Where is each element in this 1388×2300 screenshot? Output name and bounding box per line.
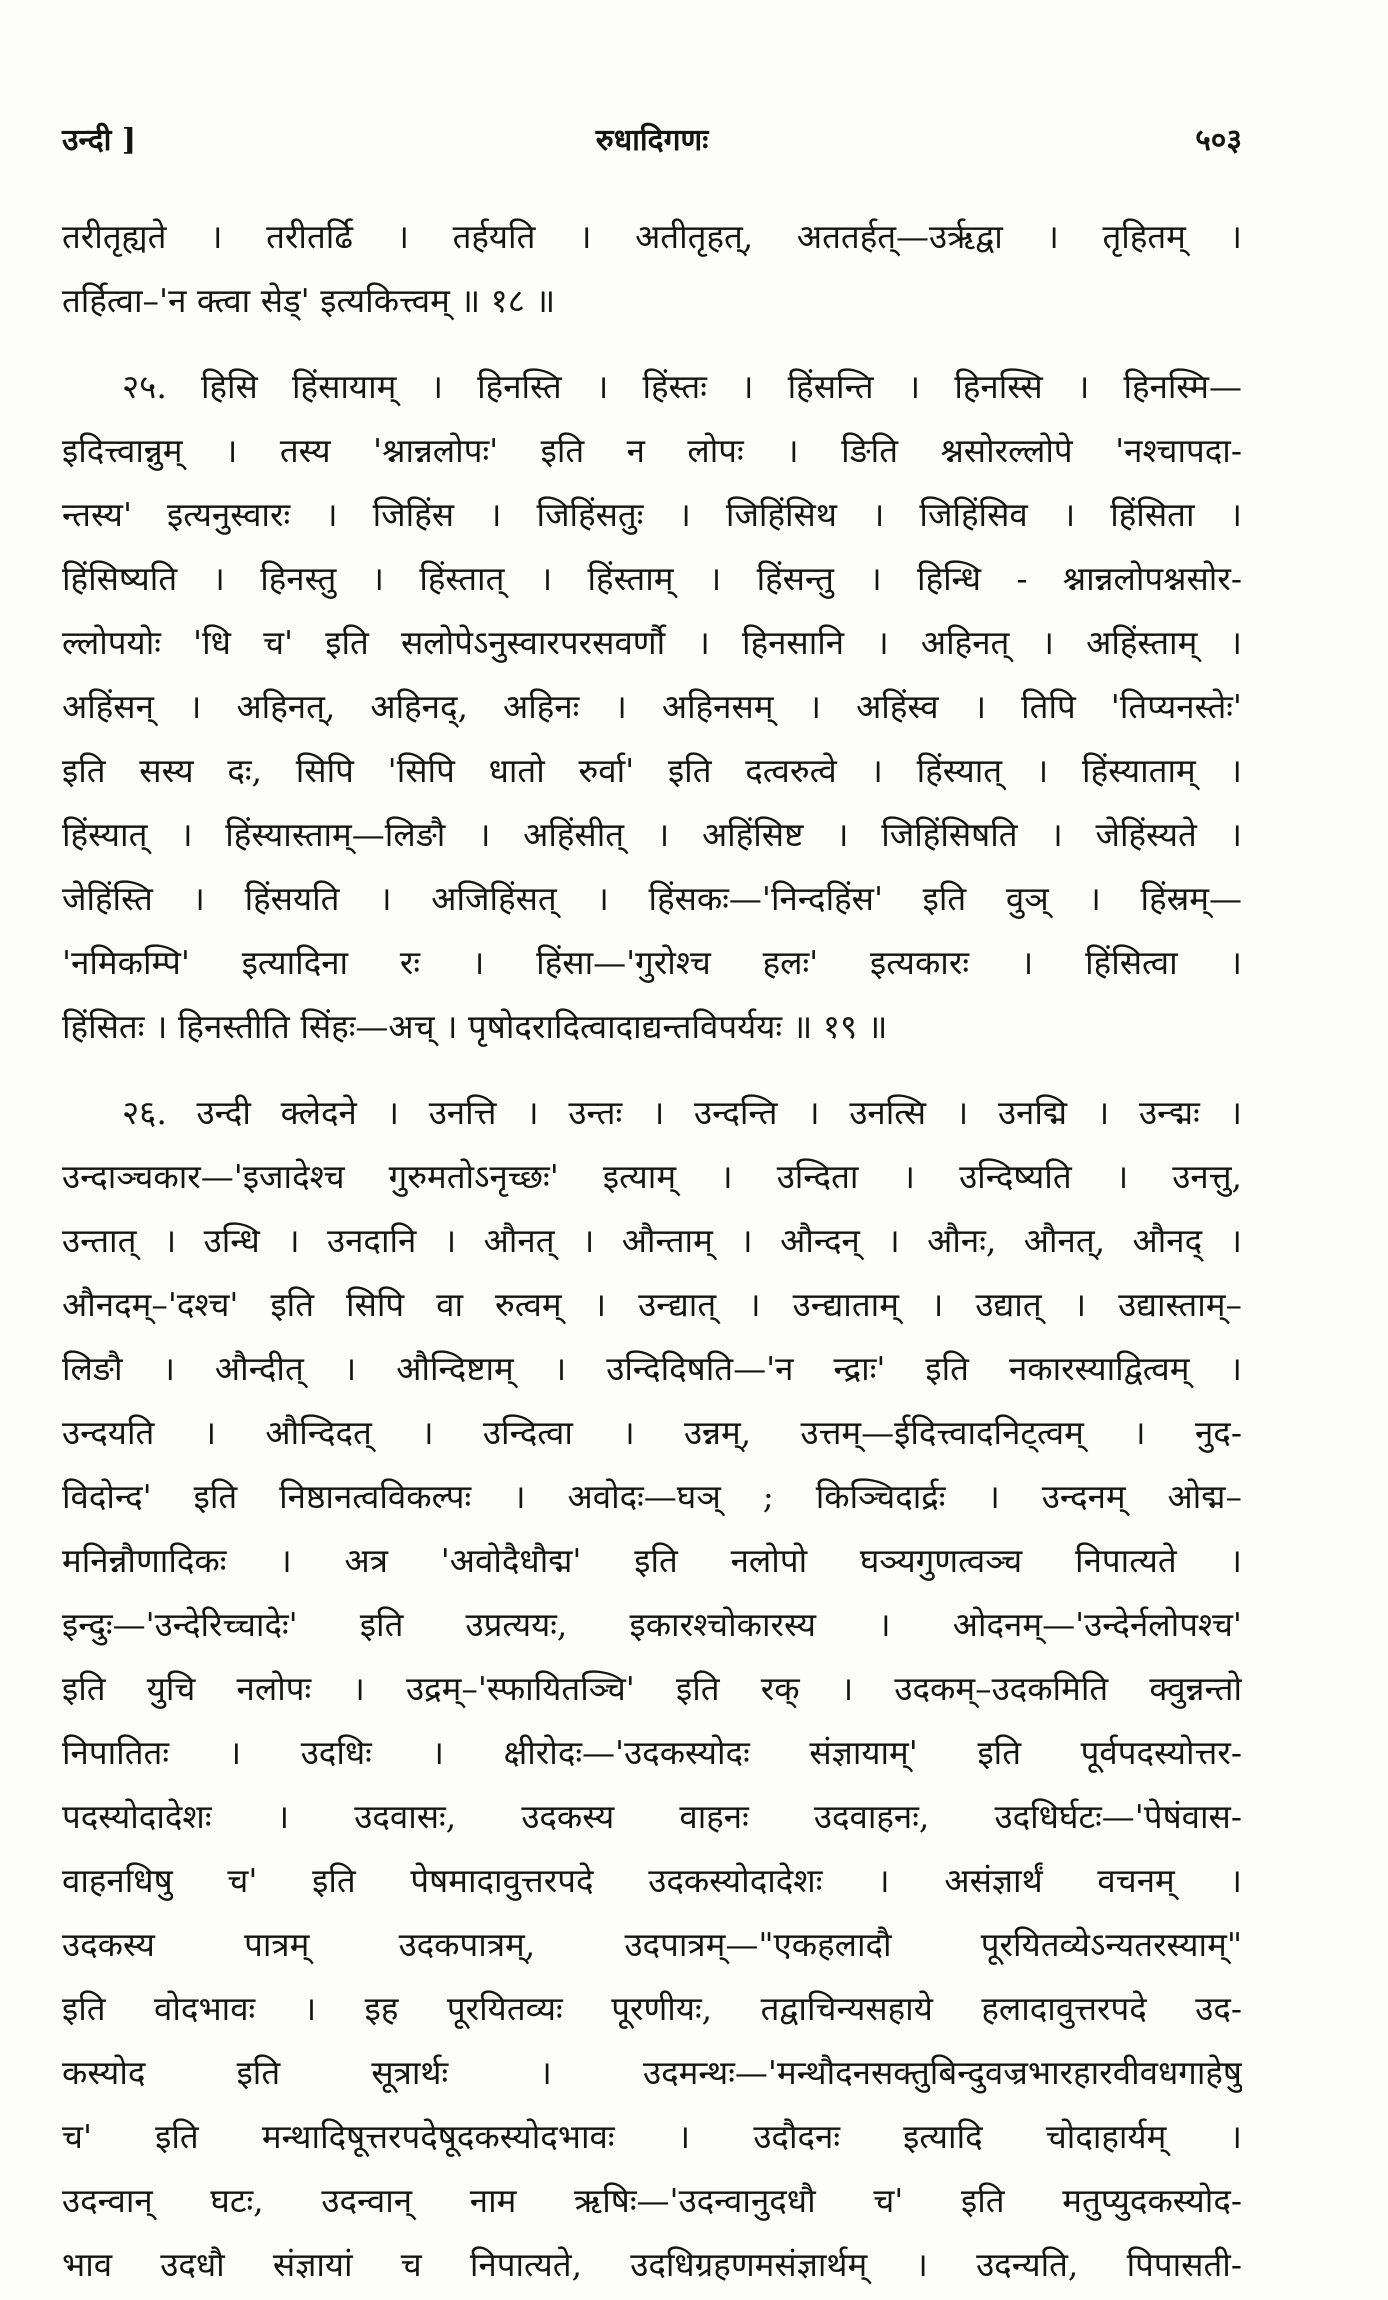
text-line: इति युचि नलोपः । उद्रम्–'स्फायितञ्चि' इति रक् । उदकम्–उदकमिति क्वुन्नन्तो [62, 1669, 1242, 1708]
text-line: न्तस्य' इत्यनुस्वारः । जिहिंस । जिहिंसतुः । जिहिंसिथ । जिहिंसिव । हिंसिता । [62, 495, 1242, 534]
text-line: 'नमिकम्पि' इत्यादिना रः । हिंसा—'गुरोश्च हलः' इत्यकारः । हिंसित्वा । [62, 943, 1242, 982]
text-line: विदोन्द' इति निष्ठानत्वविकल्पः । अवोदः—घञ् ; किञ्चिदार्द्रः । उन्दनम् ओद्म– [62, 1477, 1242, 1516]
text-line: तरीतृह्यते । तरीतर्ढि । तर्हयति । अतीतृहत्, अततर्हत्—उर्ऋद्वा । तृहितम् । [62, 217, 1242, 256]
text-line: भाव उदधौ संज्ञायां च निपात्यते, उदधिग्रहणमसंज्ञार्थम् । उदन्यति, पिपासती- [62, 2245, 1242, 2284]
text-line: उन्दयति । औन्दिदत् । उन्दित्वा । उन्नम्, उत्तम्—ईदित्त्वादनिट्त्वम् । नुद- [62, 1413, 1242, 1452]
text-line: निपातितः । उदधिः । क्षीरोदः—'उदकस्योदः संज्ञायाम्' इति पूर्वपदस्योत्तर- [62, 1733, 1242, 1772]
text-line: उन्दाञ्चकार—'इजादेश्च गुरुमतोऽनृच्छः' इत्याम् । उन्दिता । उन्दिष्यति । उनत्तु, [62, 1157, 1242, 1196]
text-line: हिंस्यात् । हिंस्यास्ताम्—लिङौ । अहिंसीत् । अहिंसिष्ट । जिहिंसिषति । जेहिंस्यते । [62, 815, 1242, 854]
text-line: इति वोदभावः । इह पूरयितव्यः पूरणीयः, तद्वाचिन्यसहाये हलादावुत्तरपदे उद- [62, 1989, 1242, 2028]
text-line: च' इति मन्थादिषूत्तरपदेषूदकस्योदभावः । उदौदनः इत्यादि चोदाहार्यम् । [62, 2117, 1242, 2156]
text-line: २६. उन्दी क्लेदने । उनत्ति । उन्तः । उन्दन्ति । उनत्सि । उनद्मि । उन्द्मः । [122, 1093, 1242, 1132]
text-line: इति सस्य दः, सिपि 'सिपि धातो रुर्वा' इति दत्वरुत्वे । हिंस्यात् । हिंस्याताम् । [62, 751, 1242, 790]
paragraph-entry-25 [62, 355, 1242, 1059]
running-header [62, 118, 1242, 168]
text-line: मनिन्नौणादिकः । अत्र 'अवोदैधौद्म' इति नलोपो घञ्यगुणत्वञ्च निपात्यते । [62, 1541, 1242, 1580]
text-line: लिङौ । औन्दीत् । औन्दिष्टाम् । उन्दिदिषति—'न न्द्राः' इति नकारस्याद्वित्वम् । [62, 1349, 1242, 1388]
paragraph-continuation [62, 205, 1242, 333]
text-line: वाहनधिषु च' इति पेषमादावुत्तरपदे उदकस्योदादेशः । असंज्ञार्थं वचनम् । [62, 1861, 1242, 1900]
text-line: उदन्वान् घटः, उदन्वान् नाम ऋषिः—'उदन्वानुदधौ च' इति मतुप्युदकस्योद- [62, 2181, 1242, 2220]
text-line: २५. हिसि हिंसायाम् । हिनस्ति । हिंस्तः । हिंसन्ति । हिनस्सि । हिनस्मि— [122, 367, 1242, 406]
text-line: पदस्योदादेशः । उदवासः, उदकस्य वाहनः उदवाहनः, उदधिर्घटः—'पेषंवास- [62, 1797, 1242, 1836]
text-line: अहिंसन् । अहिनत्, अहिनद्, अहिनः । अहिनसम् । अहिंस्व । तिपि 'तिप्यनस्तेः' [62, 687, 1242, 726]
text-line: कस्योद इति सूत्रार्थः । उदमन्थः—'मन्थौदनसक्तुबिन्दुवज्रभारहारवीवधगाहेषु [62, 2053, 1242, 2092]
page-number: ५०३ [1195, 123, 1242, 158]
header-left-headword: उन्दी ] [62, 123, 137, 158]
text-line: तर्हित्वा–'न क्त्वा सेड्' इत्यकित्त्वम् ॥ १८ ॥ [62, 281, 556, 320]
text-line: हिंसितः । हिनस्तीति सिंहः—अच् । पृषोदरादित्वादाद्यन्तविपर्ययः ॥ १९ ॥ [62, 1007, 888, 1046]
text-line: इन्दुः—'उन्देरिच्चादेः' इति उप्रत्ययः, इकारश्चोकारस्य । ओदनम्—'उन्देर्नलोपश्च' [62, 1605, 1242, 1644]
text-line: हिंसिष्यति । हिनस्तु । हिंस्तात् । हिंस्ताम् । हिंसन्तु । हिन्धि - श्नान्नलोपश्नसोर- [62, 559, 1242, 598]
page-body [62, 205, 1242, 2297]
paragraph-entry-26 [62, 1081, 1242, 2297]
text-line: इदित्त्वान्नुम् । तस्य 'श्नान्नलोपः' इति न लोपः । ङिति श्नसोरल्लोपे 'नश्चापदा- [62, 431, 1242, 470]
text-line: उन्तात् । उन्धि । उनदानि । औनत् । औन्ताम् । औन्दन् । औनः, औनत्, औनद् । [62, 1221, 1242, 1260]
text-line: औनदम्–'दश्च' इति सिपि वा रुत्वम् । उन्द्यात् । उन्द्याताम् । उद्यात् । उद्यास्ताम्– [62, 1285, 1242, 1324]
text-line: उदकस्य पात्रम् उदकपात्रम्, उदपात्रम्—"एकहलादौ पूरयितव्येऽन्यतरस्याम्" [62, 1925, 1242, 1964]
header-section-title: रुधादिगणः [595, 123, 709, 158]
text-line: जेहिंस्ति । हिंसयति । अजिहिंसत् । हिंसकः—'निन्दहिंस' इति वुञ् । हिंस्रम्— [62, 879, 1242, 918]
text-line: ल्लोपयोः 'धि च' इति सलोपेऽनुस्वारपरसवर्णौ । हिनसानि । अहिनत् । अहिंस्ताम् । [62, 623, 1242, 662]
